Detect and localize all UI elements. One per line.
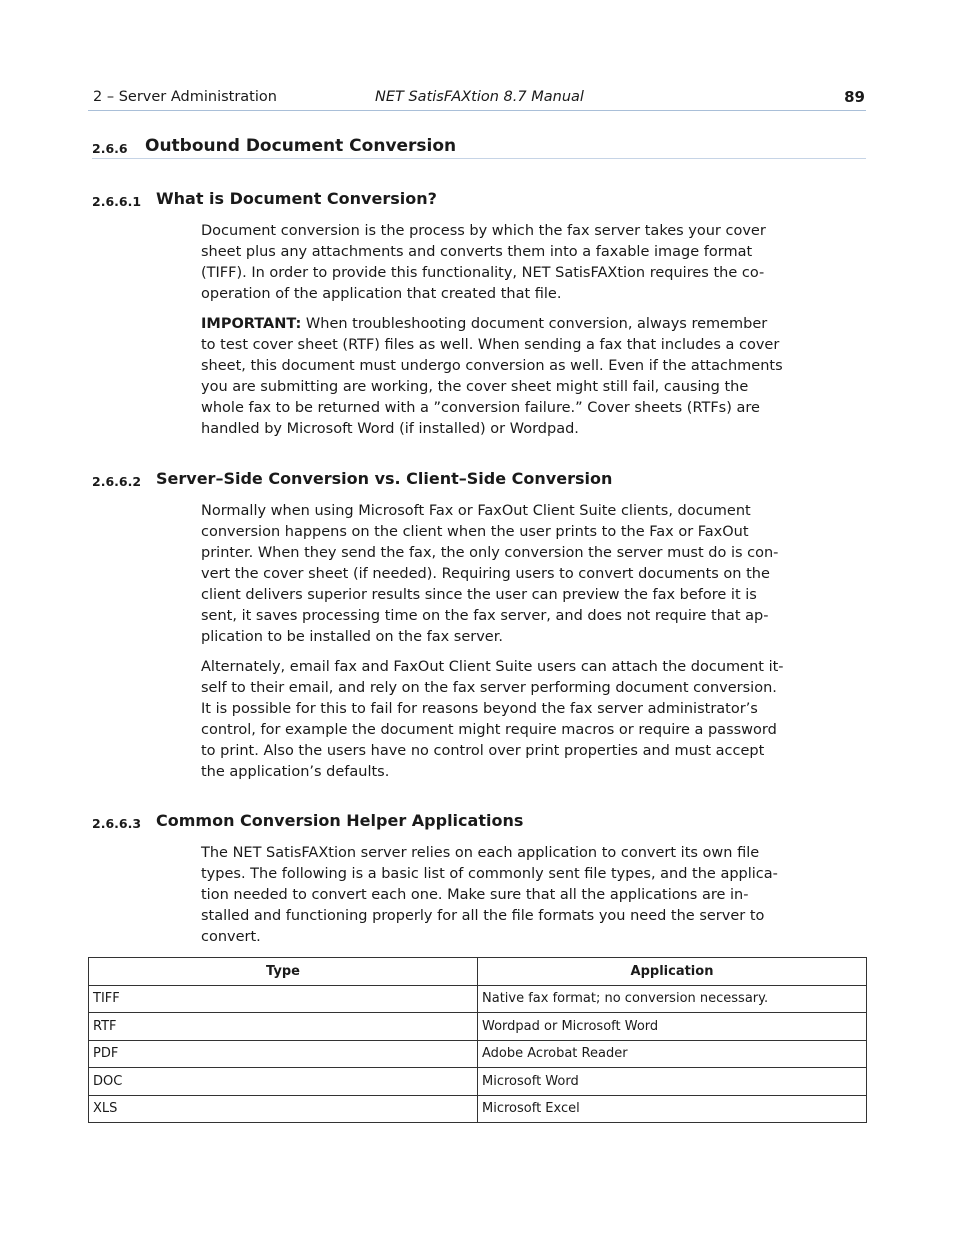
cell-application: Microsoft Excel	[478, 1095, 867, 1123]
text-line: Document conversion is the process by which the fax server takes your cover	[201, 223, 766, 239]
text-line: operation of the application that created that file.	[201, 286, 562, 302]
subsection-title: Common Conversion Helper Applications	[156, 811, 524, 830]
cell-type: PDF	[89, 1040, 478, 1068]
text-line	[201, 314, 768, 335]
text-line: tion needed to convert each one. Make sure that all the applications are in-	[201, 887, 749, 903]
paragraph-helper-apps	[201, 843, 778, 948]
subsection-number: 2.6.6.3	[92, 816, 142, 831]
column-header-type: Type	[89, 958, 478, 986]
cell-application: Adobe Acrobat Reader	[478, 1040, 867, 1068]
conversion-table	[88, 957, 867, 1123]
text-line: (TIFF). In order to provide this functionality, NET SatisFAXtion requires the co-	[201, 265, 765, 281]
text-line: handled by Microsoft Word (if installed) or Wordpad.	[201, 421, 579, 437]
subsection-title: Server–Side Conversion vs. Client–Side Conversion	[156, 469, 613, 488]
subsection-title: What is Document Conversion?	[156, 189, 437, 208]
text-line: to print. Also the users have no control over print properties and must accept	[201, 743, 765, 759]
header-chapter: 2 – Server Administration	[93, 89, 277, 105]
paragraph-client-conversion	[201, 501, 779, 648]
text-line: sheet plus any attachments and converts them into a faxable image format	[201, 244, 753, 260]
text-line: printer. When they send the fax, the only conversion the server must do is con-	[201, 545, 779, 561]
cell-type: XLS	[89, 1095, 478, 1123]
table-row	[89, 985, 867, 1013]
text-line: sent, it saves processing time on the fax server, and does not require that ap-	[201, 608, 769, 624]
text-line: client delivers superior results since the user can preview the fax before it is	[201, 587, 757, 603]
column-header-application: Application	[478, 958, 867, 986]
table-row	[89, 1040, 867, 1068]
text-line: control, for example the document might require macros or require a password	[201, 722, 777, 738]
text-line: Normally when using Microsoft Fax or FaxOut Client Suite clients, document	[201, 503, 751, 519]
table-row	[89, 1095, 867, 1123]
subsection-number: 2.6.6.2	[92, 474, 142, 489]
header-page-number: 89	[844, 88, 865, 106]
important-label: IMPORTANT:	[201, 316, 302, 332]
text-line: to test cover sheet (RTF) files as well. When sending a fax that includes a cover	[201, 337, 780, 353]
text-fragment: When troubleshooting document conversion, always remember	[301, 316, 768, 332]
text-line: The NET SatisFAXtion server relies on each application to convert its own file	[201, 845, 760, 861]
text-line: self to their email, and rely on the fax server performing document conversion.	[201, 680, 777, 696]
cell-type: RTF	[89, 1013, 478, 1041]
table-row	[89, 1013, 867, 1041]
cell-type: TIFF	[89, 985, 478, 1013]
section-title: Outbound Document Conversion	[145, 136, 457, 156]
text-line: plication to be installed on the fax server.	[201, 629, 503, 645]
text-line: It is possible for this to fail for reasons beyond the fax server administrator’s	[201, 701, 758, 717]
header-manual-title: NET SatisFAXtion 8.7 Manual	[375, 89, 584, 105]
text-line: sheet, this document must undergo conversion as well. Even if the attachments	[201, 358, 783, 374]
paragraph-definition	[201, 221, 766, 305]
section-number: 2.6.6	[92, 141, 128, 156]
cell-application: Wordpad or Microsoft Word	[478, 1013, 867, 1041]
text-line: types. The following is a basic list of commonly sent file types, and the applica-	[201, 866, 778, 882]
cell-type: DOC	[89, 1068, 478, 1096]
table-header-row	[89, 958, 867, 986]
text-line: whole fax to be returned with a ”conversion failure.” Cover sheets (RTFs) are	[201, 400, 760, 416]
text-line: vert the cover sheet (if needed). Requiring users to convert documents on the	[201, 566, 770, 582]
text-line: stalled and functioning properly for all the file formats you need the server to	[201, 908, 765, 924]
text-line: the application’s defaults.	[201, 764, 390, 780]
text-line: conversion happens on the client when the user prints to the Fax or FaxOut	[201, 524, 749, 540]
paragraph-server-conversion	[201, 657, 784, 783]
text-line: convert.	[201, 929, 261, 945]
paragraph-important-note	[201, 314, 783, 440]
table-row	[89, 1068, 867, 1096]
running-header	[88, 88, 866, 111]
text-line: Alternately, email fax and FaxOut Client Suite users can attach the document it-	[201, 659, 784, 675]
cell-application: Native fax format; no conversion necessary.	[478, 985, 867, 1013]
cell-application: Microsoft Word	[478, 1068, 867, 1096]
subsection-number: 2.6.6.1	[92, 194, 142, 209]
section-heading	[92, 134, 866, 159]
text-line: you are submitting are working, the cover sheet might still fail, causing the	[201, 379, 749, 395]
